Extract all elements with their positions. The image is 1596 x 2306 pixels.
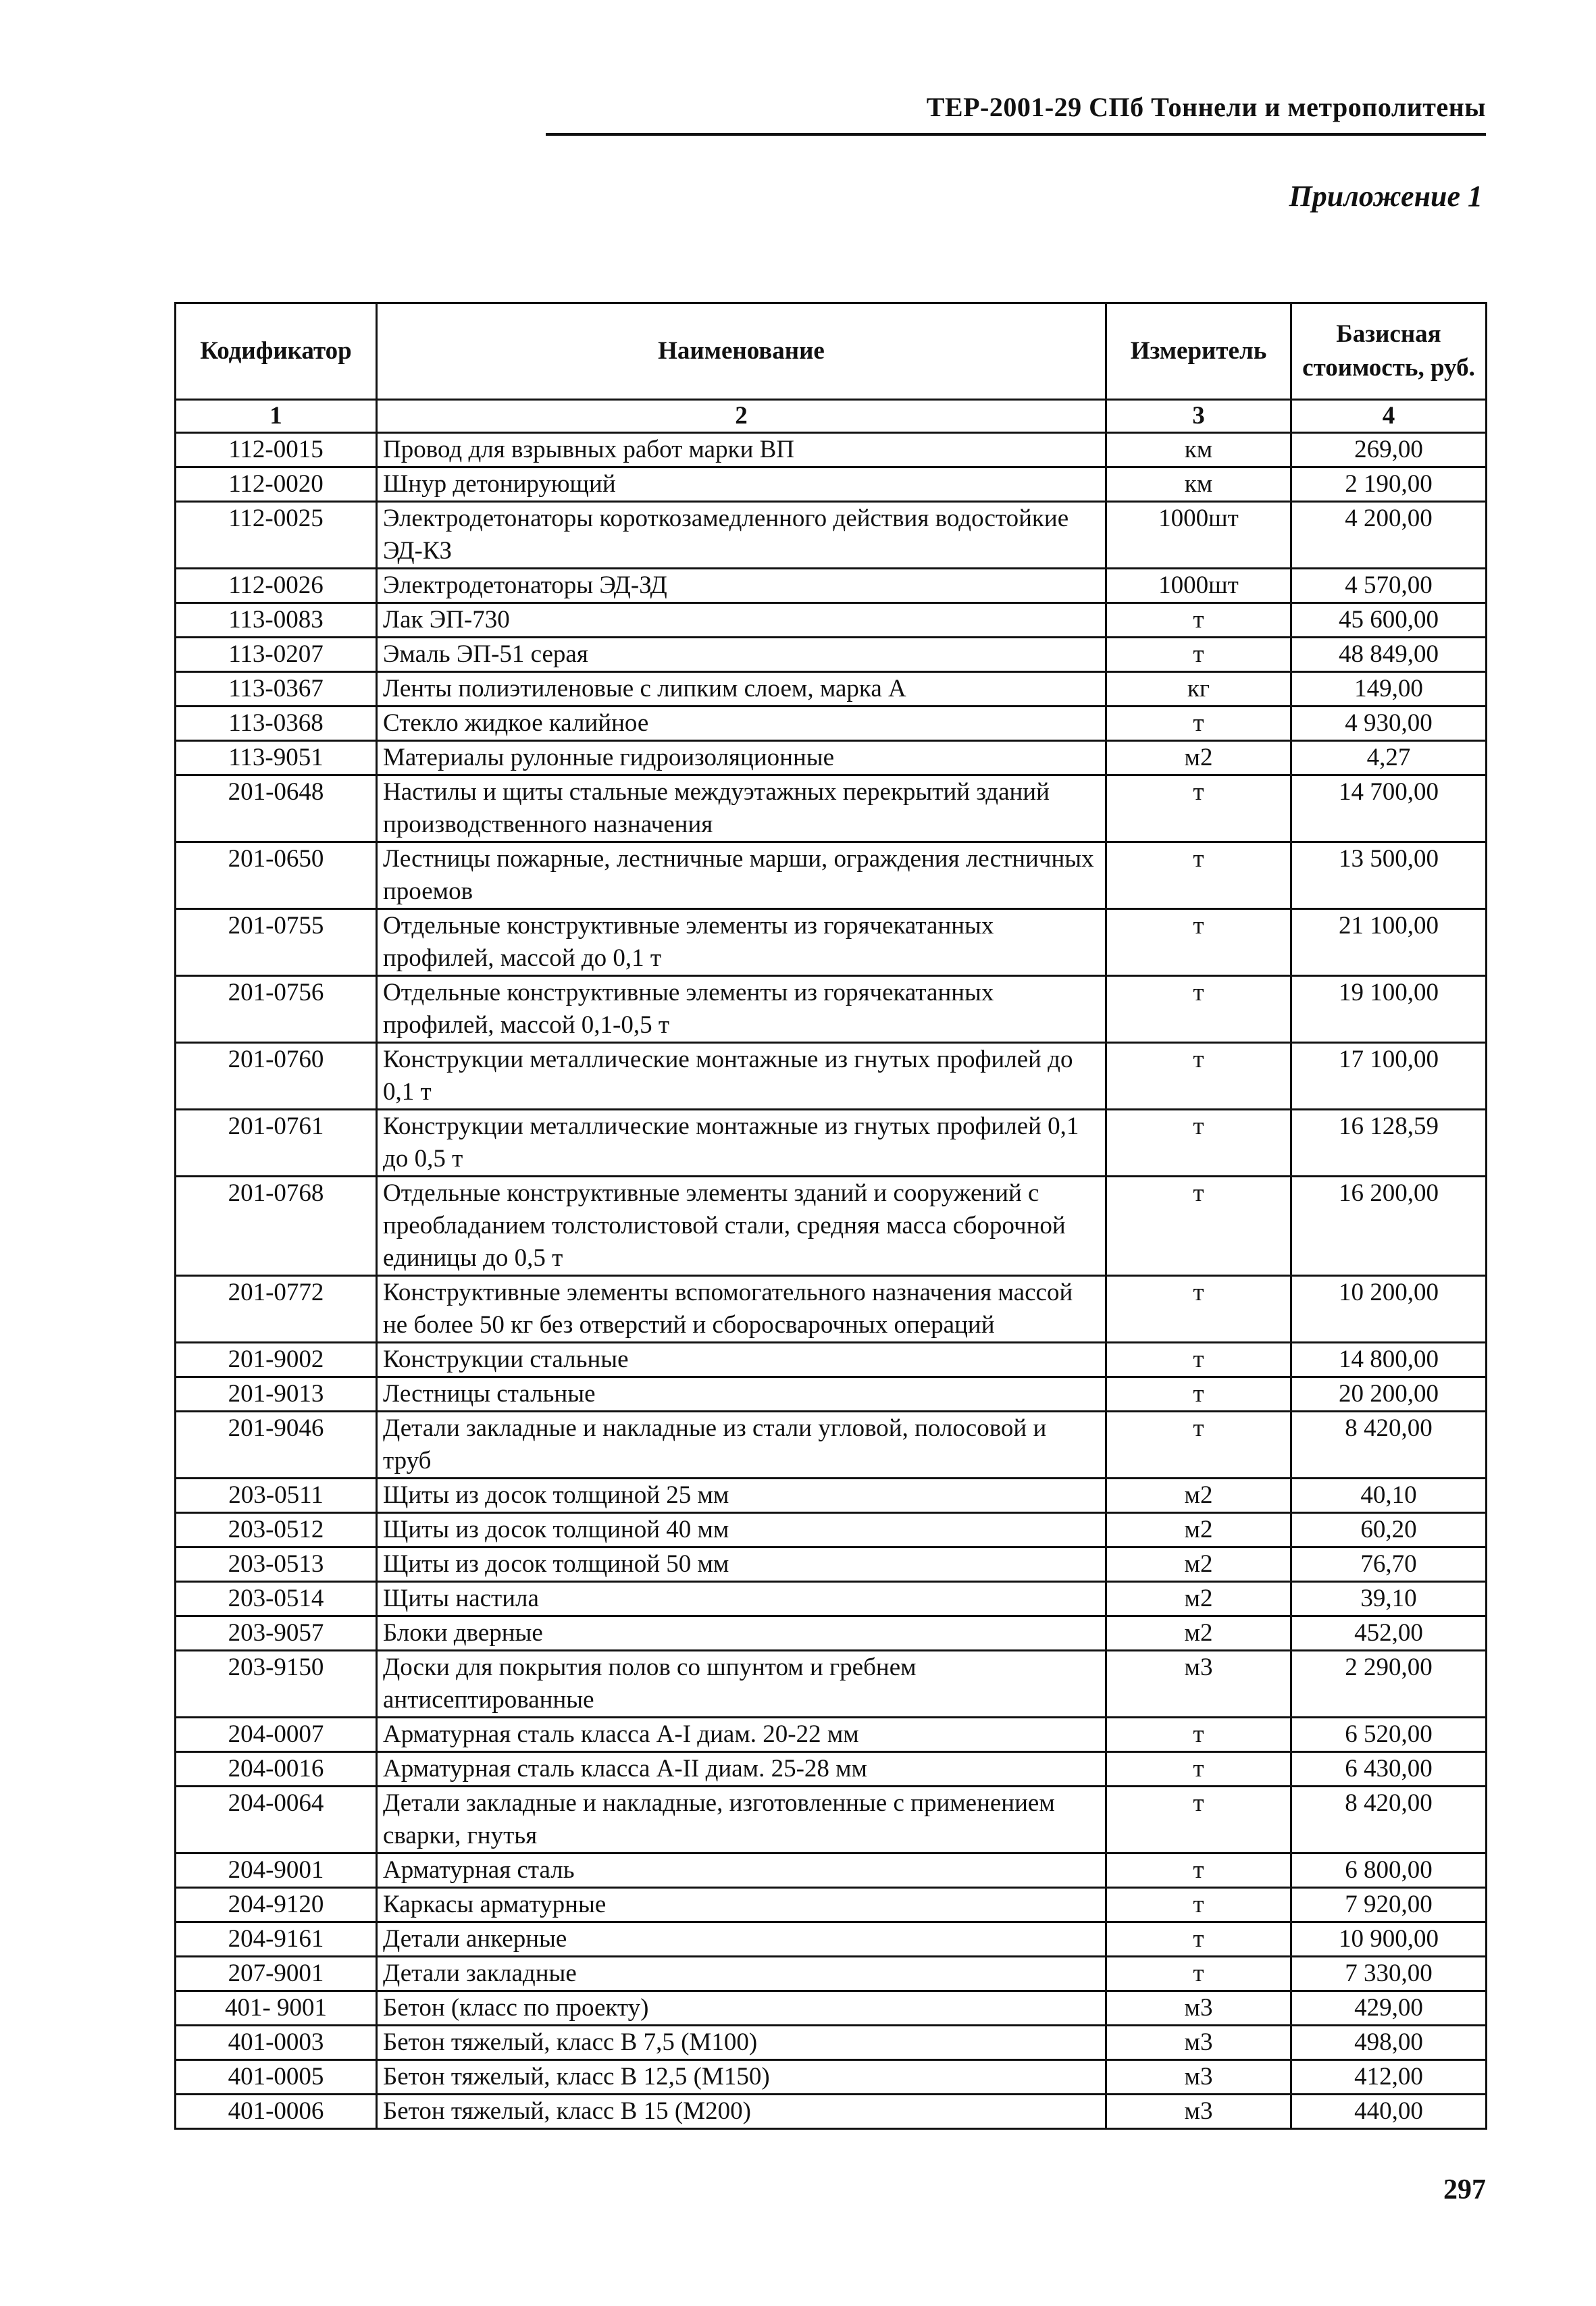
table-row [176,1582,1487,1616]
row-name: Отдельные конструктивные элементы из горячекатанных профилей, массой до 0,1 т [377,909,1106,976]
row-unit: м3 [1106,1991,1291,2026]
row-price: 4 200,00 [1291,502,1487,569]
table-body [176,433,1487,2129]
row-price: 412,00 [1291,2060,1487,2095]
row-price: 48 849,00 [1291,638,1487,672]
row-price: 4 930,00 [1291,707,1487,741]
column-number: 3 [1106,400,1291,433]
row-name: Эмаль ЭП-51 серая [377,638,1106,672]
row-name: Доски для покрытия полов со шпунтом и гребнем антисептированные [377,1651,1106,1718]
row-code: 112-0025 [176,502,377,569]
row-price: 16 128,59 [1291,1110,1487,1177]
row-name: Конструктивные элементы вспомогательного назначения массой не более 50 кг без отверстий и сборосварочных операций [377,1276,1106,1343]
row-code: 201-0648 [176,775,377,842]
row-code: 201-9002 [176,1343,377,1377]
row-name: Электродетонаторы короткозамедленного действия водостойкие ЭД-КЗ [377,502,1106,569]
row-price: 4 570,00 [1291,569,1487,603]
row-unit: м2 [1106,1479,1291,1513]
row-name: Лак ЭП-730 [377,603,1106,638]
row-price: 7 330,00 [1291,1957,1487,1991]
document-title: ТЕР-2001-29 СПб Тоннели и метрополитены [926,92,1486,122]
table-row [176,1957,1487,1991]
row-unit: т [1106,842,1291,909]
row-price: 16 200,00 [1291,1177,1487,1276]
row-name: Щиты из досок толщиной 25 мм [377,1479,1106,1513]
table-row [176,502,1487,569]
row-price: 7 920,00 [1291,1888,1487,1922]
row-price: 19 100,00 [1291,976,1487,1043]
row-unit: т [1106,1922,1291,1957]
row-price: 6 520,00 [1291,1718,1487,1752]
row-unit: т [1106,976,1291,1043]
row-price: 10 200,00 [1291,1276,1487,1343]
row-code: 401-0006 [176,2095,377,2129]
table-row [176,976,1487,1043]
row-price: 8 420,00 [1291,1412,1487,1479]
header-unit: Измеритель [1106,303,1291,400]
row-name: Конструкции металлические монтажные из гнутых профилей до 0,1 т [377,1043,1106,1110]
table-row [176,1752,1487,1787]
row-name: Лестницы стальные [377,1377,1106,1412]
table-row [176,775,1487,842]
row-code: 401- 9001 [176,1991,377,2026]
table-row [176,2095,1487,2129]
row-unit: т [1106,1377,1291,1412]
row-code: 113-0207 [176,638,377,672]
table-row [176,1888,1487,1922]
row-code: 201-9046 [176,1412,377,1479]
row-unit: 1000шт [1106,502,1291,569]
table-row [176,1343,1487,1377]
table-row [176,1513,1487,1547]
row-name: Электродетонаторы ЭД-ЗД [377,569,1106,603]
row-code: 203-0513 [176,1547,377,1582]
header-price: Базисная стоимость, руб. [1291,303,1487,400]
row-price: 14 800,00 [1291,1343,1487,1377]
table-row [176,1547,1487,1582]
row-unit: т [1106,1957,1291,1991]
table-row [176,842,1487,909]
table-row [176,467,1487,502]
table-row [176,1787,1487,1853]
row-code: 113-0368 [176,707,377,741]
row-code: 113-0083 [176,603,377,638]
row-unit: т [1106,1888,1291,1922]
row-price: 17 100,00 [1291,1043,1487,1110]
price-table [174,302,1487,2130]
row-name: Конструкции стальные [377,1343,1106,1377]
page-number: 297 [1443,2174,1486,2205]
table-row [176,1991,1487,2026]
row-name: Щиты из досок толщиной 40 мм [377,1513,1106,1547]
row-unit: м2 [1106,1547,1291,1582]
table-row [176,2060,1487,2095]
row-name: Лестницы пожарные, лестничные марши, ограждения лестничных проемов [377,842,1106,909]
row-price: 60,20 [1291,1513,1487,1547]
row-unit: м3 [1106,2095,1291,2129]
table-row [176,1853,1487,1888]
row-name: Стекло жидкое калийное [377,707,1106,741]
row-unit: м3 [1106,2026,1291,2060]
row-code: 201-9013 [176,1377,377,1412]
row-price: 149,00 [1291,672,1487,707]
table-row [176,2026,1487,2060]
table-row [176,1616,1487,1651]
table-row [176,1922,1487,1957]
row-code: 201-0650 [176,842,377,909]
row-code: 112-0020 [176,467,377,502]
table-header-row [176,303,1487,400]
row-code: 201-0755 [176,909,377,976]
row-name: Детали анкерные [377,1922,1106,1957]
row-price: 452,00 [1291,1616,1487,1651]
table-row [176,909,1487,976]
row-code: 201-0761 [176,1110,377,1177]
row-name: Материалы рулонные гидроизоляционные [377,741,1106,775]
row-name: Настилы и щиты стальные междуэтажных перекрытий зданий производственного назначения [377,775,1106,842]
row-unit: т [1106,1752,1291,1787]
row-code: 207-9001 [176,1957,377,1991]
row-code: 201-0756 [176,976,377,1043]
table-row [176,1412,1487,1479]
row-unit: т [1106,603,1291,638]
row-unit: т [1106,638,1291,672]
row-code: 201-0760 [176,1043,377,1110]
row-unit: т [1106,1343,1291,1377]
row-price: 21 100,00 [1291,909,1487,976]
row-name: Бетон (класс по проекту) [377,1991,1106,2026]
table-row [176,741,1487,775]
row-code: 201-0768 [176,1177,377,1276]
table-row [176,569,1487,603]
table-row [176,638,1487,672]
table-row [176,1177,1487,1276]
column-numbers-row [176,400,1487,433]
row-code: 204-0016 [176,1752,377,1787]
header-divider [546,133,1486,136]
row-price: 498,00 [1291,2026,1487,2060]
row-price: 2 190,00 [1291,467,1487,502]
row-unit: км [1106,467,1291,502]
appendix-label: Приложение 1 [1289,180,1483,213]
table-row [176,1276,1487,1343]
row-code: 113-0367 [176,672,377,707]
row-unit: т [1106,775,1291,842]
row-name: Арматурная сталь класса А-II диам. 25-28 мм [377,1752,1106,1787]
row-code: 112-0026 [176,569,377,603]
row-code: 112-0015 [176,433,377,467]
table-row [176,433,1487,467]
row-price: 10 900,00 [1291,1922,1487,1957]
row-name: Арматурная сталь [377,1853,1106,1888]
row-code: 113-9051 [176,741,377,775]
row-unit: м2 [1106,1582,1291,1616]
row-price: 40,10 [1291,1479,1487,1513]
row-name: Блоки дверные [377,1616,1106,1651]
row-unit: т [1106,1853,1291,1888]
row-code: 203-0512 [176,1513,377,1547]
row-unit: км [1106,433,1291,467]
row-price: 2 290,00 [1291,1651,1487,1718]
row-name: Отдельные конструктивные элементы из горячекатанных профилей, массой 0,1-0,5 т [377,976,1106,1043]
row-unit: т [1106,1043,1291,1110]
row-code: 203-0511 [176,1479,377,1513]
row-name: Каркасы арматурные [377,1888,1106,1922]
table-row [176,672,1487,707]
row-code: 201-0772 [176,1276,377,1343]
row-code: 204-9001 [176,1853,377,1888]
row-code: 203-9150 [176,1651,377,1718]
column-number: 4 [1291,400,1487,433]
table-row [176,1479,1487,1513]
row-price: 6 430,00 [1291,1752,1487,1787]
table-row [176,603,1487,638]
table-row [176,1651,1487,1718]
row-unit: 1000шт [1106,569,1291,603]
row-unit: т [1106,1276,1291,1343]
row-code: 401-0005 [176,2060,377,2095]
row-code: 203-0514 [176,1582,377,1616]
table-row [176,1377,1487,1412]
row-code: 203-9057 [176,1616,377,1651]
row-unit: т [1106,1177,1291,1276]
row-unit: кг [1106,672,1291,707]
row-name: Детали закладные и накладные, изготовленные с применением сварки, гнутья [377,1787,1106,1853]
row-unit: т [1106,1110,1291,1177]
row-name: Бетон тяжелый, класс В 12,5 (М150) [377,2060,1106,2095]
table-row [176,707,1487,741]
row-code: 204-0007 [176,1718,377,1752]
table-row [176,1718,1487,1752]
row-name: Детали закладные и накладные из стали угловой, полосовой и труб [377,1412,1106,1479]
column-number: 2 [377,400,1106,433]
row-name: Отдельные конструктивные элементы зданий и сооружений с преобладанием толстолистовой стали, средняя масса сборочной единицы до 0,5 т [377,1177,1106,1276]
column-number: 1 [176,400,377,433]
row-name: Провод для взрывных работ марки ВП [377,433,1106,467]
table-row [176,1043,1487,1110]
row-unit: т [1106,1787,1291,1853]
row-price: 45 600,00 [1291,603,1487,638]
row-name: Ленты полиэтиленовые с липким слоем, марка А [377,672,1106,707]
row-price: 6 800,00 [1291,1853,1487,1888]
row-price: 39,10 [1291,1582,1487,1616]
header-code: Кодификатор [176,303,377,400]
row-name: Шнур детонирующий [377,467,1106,502]
row-unit: м2 [1106,1513,1291,1547]
row-code: 401-0003 [176,2026,377,2060]
row-price: 429,00 [1291,1991,1487,2026]
row-price: 4,27 [1291,741,1487,775]
row-code: 204-9161 [176,1922,377,1957]
row-unit: т [1106,707,1291,741]
table-row [176,1110,1487,1177]
row-price: 20 200,00 [1291,1377,1487,1412]
row-name: Арматурная сталь класса А-I диам. 20-22 мм [377,1718,1106,1752]
row-unit: т [1106,1718,1291,1752]
row-name: Щиты настила [377,1582,1106,1616]
row-code: 204-9120 [176,1888,377,1922]
row-unit: м2 [1106,1616,1291,1651]
row-price: 8 420,00 [1291,1787,1487,1853]
row-name: Щиты из досок толщиной 50 мм [377,1547,1106,1582]
row-price: 14 700,00 [1291,775,1487,842]
row-price: 269,00 [1291,433,1487,467]
row-unit: м3 [1106,1651,1291,1718]
row-name: Конструкции металлические монтажные из гнутых профилей 0,1 до 0,5 т [377,1110,1106,1177]
header-name: Наименование [377,303,1106,400]
row-price: 76,70 [1291,1547,1487,1582]
row-unit: м3 [1106,2060,1291,2095]
row-unit: т [1106,909,1291,976]
row-name: Детали закладные [377,1957,1106,1991]
row-price: 13 500,00 [1291,842,1487,909]
row-code: 204-0064 [176,1787,377,1853]
row-unit: т [1106,1412,1291,1479]
row-name: Бетон тяжелый, класс В 7,5 (М100) [377,2026,1106,2060]
row-price: 440,00 [1291,2095,1487,2129]
row-unit: м2 [1106,741,1291,775]
row-name: Бетон тяжелый, класс В 15 (М200) [377,2095,1106,2129]
